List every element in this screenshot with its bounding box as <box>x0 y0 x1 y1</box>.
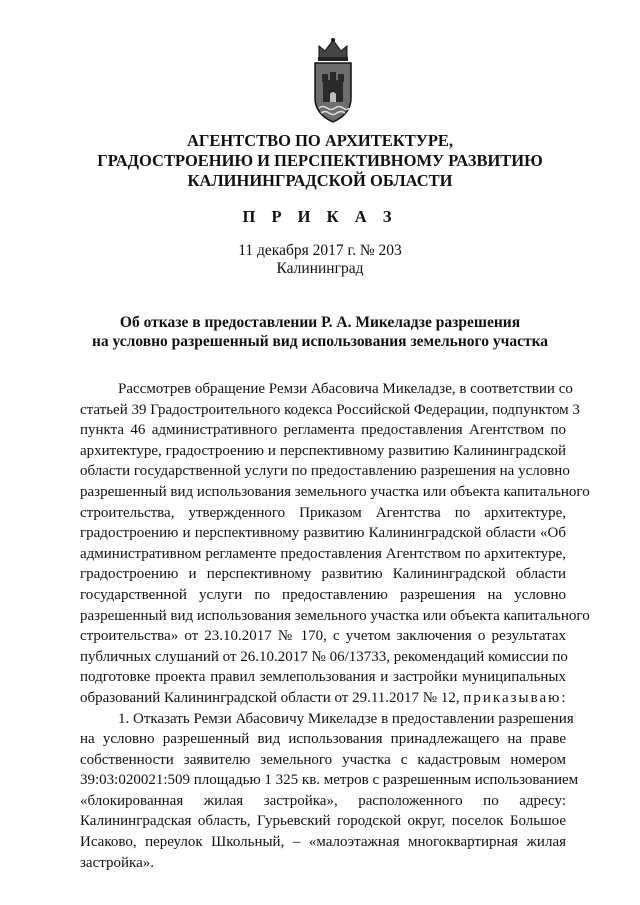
text-line: 1. Отказать Ремзи Абасовичу Микеладзе в предоставлении разрешения <box>118 710 574 727</box>
text-line: Рассмотрев обращение Ремзи Абасовича Микеладзе, в соответствии со <box>118 381 573 397</box>
text-line: застройка». <box>80 854 154 871</box>
text-line: градостроению и перспективному развитию Калининградской области «Об <box>80 525 566 542</box>
text-line: Калининградская область, Гурьевский городской округ, поселок Большое <box>80 813 566 830</box>
text-line: строительства» от 23.10.2017 № 170, с учетом заключения о результатах <box>80 628 566 645</box>
text-line: разрешенный вид использования земельного участка или объекта капитального <box>80 607 590 624</box>
order-subject <box>60 313 580 351</box>
text-line: области государственной услуги по предоставлению разрешения на условно <box>80 463 570 480</box>
text-line: подготовке проекта правил землепользования и застройки муниципальных <box>80 669 566 686</box>
document-type-title: П Р И К А З <box>242 207 398 226</box>
text-line: «блокированная жилая застройка», расположенного по адресу: <box>80 792 566 809</box>
text-line: градостроению и перспективному развитию Калининградской области <box>80 566 566 583</box>
text-line <box>80 688 566 709</box>
text-line: собственности заявителю земельного участка с кадастровым номером <box>80 751 566 768</box>
text-line: 39:03:020021:509 площадью 1 325 кв. метров с разрешенным использованием <box>80 772 579 789</box>
text-line: государственной услуги по предоставлению разрешения на условно <box>80 586 566 603</box>
text-line: архитектуре, градостроению и перспективному развитию Калининградской <box>80 442 566 459</box>
order-word: приказываю: <box>463 689 568 706</box>
text-line: Исаково, переулок Школьный, – «малоэтажная многоквартирная жилая <box>80 834 566 851</box>
text-line: статьей 39 Градостроительного кодекса Российской Федерации, подпунктом 3 <box>80 401 580 418</box>
order-date-number: 11 декабря 2017 г. № 203 <box>238 242 402 259</box>
agency-name-line: АГЕНТСТВО ПО АРХИТЕКТУРЕ, <box>186 131 454 150</box>
text-line: на условно разрешенный вид использования принадлежащего на праве <box>80 731 566 748</box>
coat-of-arms-icon <box>305 36 361 126</box>
text-fragment: образований Калининградской области от 29.11.2017 № 12, <box>80 689 460 706</box>
text-line: публичных слушаний от 26.10.2017 № 06/13733, рекомендаций комиссии по <box>80 648 568 665</box>
order-item-1 <box>80 709 579 874</box>
agency-name-line: КАЛИНИНГРАДСКОЙ ОБЛАСТИ <box>187 171 453 190</box>
subject-line: на условно разрешенный вид использования земельного участка <box>91 333 549 350</box>
preamble-paragraph <box>80 379 590 709</box>
text-line: пункта 46 административного регламента предоставления Агентством по <box>80 422 566 439</box>
text-line: разрешенный вид использования земельного участка или объекта капитального <box>80 483 590 500</box>
order-body <box>80 379 590 873</box>
agency-name <box>60 131 580 191</box>
agency-name-line: ГРАДОСТРОЕНИЮ И ПЕРСПЕКТИВНОМУ РАЗВИТИЮ <box>97 151 543 170</box>
text-line: строительства, утвержденного Приказом Агентства по архитектуре, <box>80 504 566 521</box>
order-city: Калининград <box>276 260 364 277</box>
text-line: административном регламенте предоставления Агентством по архитектуре, <box>80 545 566 562</box>
subject-line: Об отказе в предоставлении Р. А. Микеладзе разрешения <box>119 314 521 331</box>
